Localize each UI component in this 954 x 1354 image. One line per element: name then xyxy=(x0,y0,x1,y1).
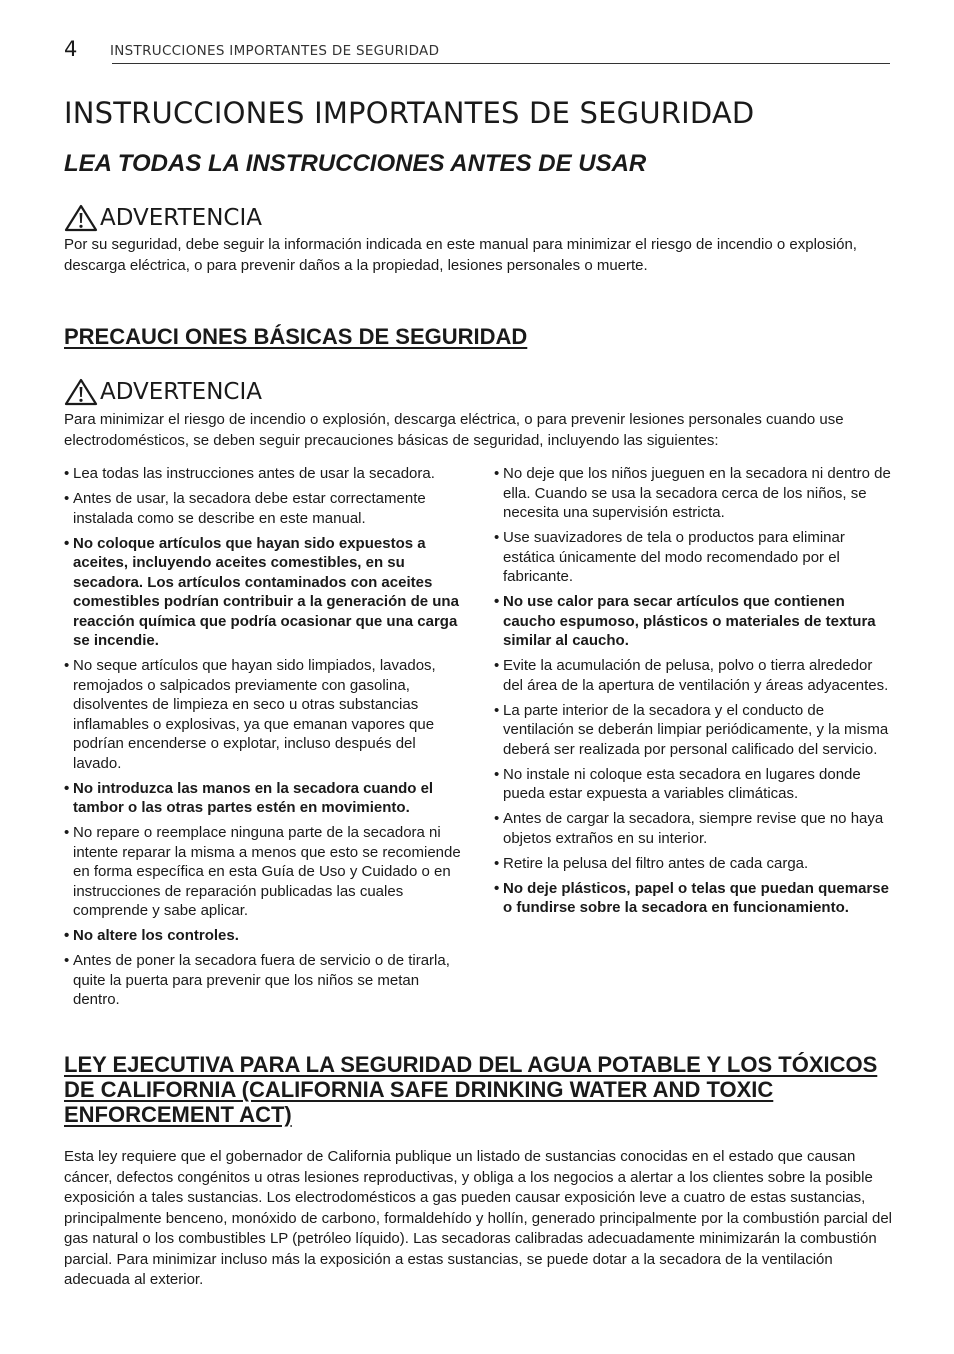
running-header: INSTRUCCIONES IMPORTANTES DE SEGURIDAD xyxy=(110,43,440,59)
list-item: • No deje que los niños jueguen en la secadora ni dentro de ella. Cuando se usa la secadora cerca de los niños, se necesita una supervisión estricta. xyxy=(494,464,892,523)
warning-label: ADVERTENCIA xyxy=(100,379,262,405)
warning-heading-2 xyxy=(64,378,262,406)
warning-text-1: Por su seguridad, debe seguir la información indicada en este manual para minimizar el riesgo de incendio o explosión, descarga eléctrica, o para prevenir daños a la propiedad, lesiones personales o muerte. xyxy=(64,236,857,274)
prop65-heading: LEY EJECUTIVA PARA LA SEGURIDAD DEL AGUA POTABLE Y LOS TÓXICOS DE CALIFORNIA (CALIFORNIA SAFE DRINKING WATER AND TOXIC ENFORCEMENT ACT) xyxy=(64,1052,878,1127)
list-item: • Evite la acumulación de pelusa, polvo o tierra alrededor del área de la apertura de ventilación y áreas adyacentes. xyxy=(494,656,892,695)
page-title: INSTRUCCIONES IMPORTANTES DE SEGURIDAD xyxy=(64,96,755,130)
warning-triangle-icon xyxy=(64,378,98,406)
warning-triangle-icon xyxy=(64,204,98,232)
list-item: • No repare o reemplace ninguna parte de la secadora ni intente reparar la misma a menos que esto se recomiende en forma específica en esta Guía de Uso y Cuidado o en instrucciones de reparación publicadas las cuales comprende y sabe aplicar. xyxy=(64,823,462,921)
list-item: • Antes de cargar la secadora, siempre revise que no haya objetos extraños en su interior. xyxy=(494,809,892,848)
page-number: 4 xyxy=(64,37,78,61)
list-item: • No altere los controles. xyxy=(64,926,462,946)
list-item: • No introduzca las manos en la secadora cuando el tambor o las otras partes estén en movimiento. xyxy=(64,779,462,818)
list-item: • No use calor para secar artículos que contienen caucho espumoso, plásticos o materiales de textura similar al caucho. xyxy=(494,592,892,651)
list-item: • La parte interior de la secadora y el conducto de ventilación se deberán limpiar periódicamente, y la misma deberá ser realizada por personal calificado del servicio. xyxy=(494,701,892,760)
prop65-text: Esta ley requiere que el gobernador de California publique un listado de sustancias conocidas en el estado que causan cáncer, defectos congénitos u otras lesiones reproductivas, y obliga a los negocios a alertar a los clientes sobre la posible exposición a tales sustancias. Los electrodomésticos a gas pueden causar exposición leve a cuatro de estas sustancias, principalmente benceno, monóxido de carbono, formaldehído y hollín, generado principalmente por la combustión parcial del gas natural o los combustibles LP (petróleo líquido). Las secadoras calibradas adecuadamente minimizarán la combustión parcial. Para minimizar incluso más la exposición a estas sustancias, se puede dotar a la secadora de la ventilación adecuada al exterior. xyxy=(64,1148,893,1288)
page-subtitle: LEA TODAS LA INSTRUCCIONES ANTES DE USAR xyxy=(64,150,647,177)
warning-heading-1 xyxy=(64,204,262,232)
precautions-intro: Para minimizar el riesgo de incendio o explosión, descarga eléctrica, o para prevenir lesiones personales cuando use electrodomésticos, se deben seguir precauciones básicas de seguridad, incluyendo las siguientes: xyxy=(64,411,844,449)
precautions-left-column xyxy=(64,464,462,1015)
list-item: • No seque artículos que hayan sido limpiados, lavados, remojados o salpicados previamente con gasolina, disolventes de limpieza en seco u otras substancias inflamables o explosivas, ya que emanan vapores que podrían encenderse o explotar, incluso después del lavado. xyxy=(64,656,462,773)
precautions-heading: PRECAUCI ONES BÁSICAS DE SEGURIDAD xyxy=(64,324,528,349)
warning-label: ADVERTENCIA xyxy=(100,205,262,231)
list-item: • No instale ni coloque esta secadora en lugares donde pueda estar expuesta a variables climáticas. xyxy=(494,765,892,804)
list-item: • Use suavizadores de tela o productos para eliminar estática únicamente del modo recomendado por el fabricante. xyxy=(494,528,892,587)
header-divider xyxy=(112,63,890,64)
list-item: • No deje plásticos, papel o telas que puedan quemarse o fundirse sobre la secadora en funcionamiento. xyxy=(494,879,892,918)
precautions-right-column xyxy=(494,464,892,923)
list-item: • Lea todas las instrucciones antes de usar la secadora. xyxy=(64,464,462,484)
list-item: • Antes de usar, la secadora debe estar correctamente instalada como se describe en este manual. xyxy=(64,489,462,528)
list-item: • No coloque artículos que hayan sido expuestos a aceites, incluyendo aceites comestibles, en su secadora. Los artículos contaminados con aceites comestibles podrían contribuir a la generación de una reacción química que podría ocasionar que una carga se incendie. xyxy=(64,534,462,651)
list-item: • Antes de poner la secadora fuera de servicio o de tirarla, quite la puerta para prevenir que los niños se metan dentro. xyxy=(64,951,462,1010)
list-item: • Retire la pelusa del filtro antes de cada carga. xyxy=(494,854,892,874)
